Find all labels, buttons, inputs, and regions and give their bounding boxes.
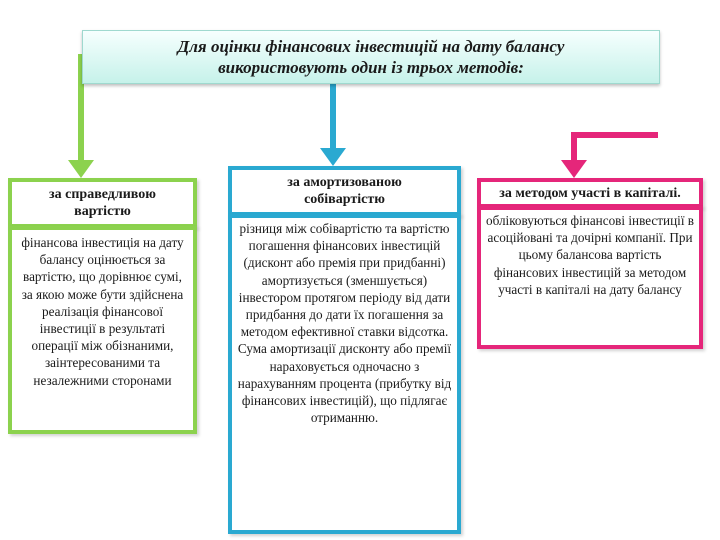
amortized-cost-heading-line1: за амортизованою [287, 175, 402, 190]
fair-value-description-box [8, 226, 197, 434]
arrowhead-blue [320, 148, 346, 166]
fair-value-description: фінансова інвестиція на дату балансу оцінюється за вартістю, що дорівнює сумі, за якою може бути здійснена реалізація фінансової інвестиції в результаті операції між обізнаними, заінтересованими та незалежними сторонами [21, 235, 184, 388]
equity-method-description: обліковуються фінансові інвестиції в асоційовані та дочірні компанії. При цьому балансова вартість фінансових інвестицій за методом участі в капіталі на дату балансу [485, 213, 695, 297]
amortized-cost-heading-box [228, 166, 461, 216]
title-line-1: Для оцінки фінансових інвестицій на дату балансу [177, 37, 565, 56]
equity-method-description-box [477, 206, 703, 349]
amortized-cost-description: різниця між собівартістю та вартістю погашення фінансових інвестицій (дисконт або премія при придбанні) амортизується (зменшується) інвестором протягом періоду від дати придбання до дати їх погашення за методом ефективної ставки відсотка. Сума амортизації дисконту або премії нараховується одночасно з нарахуванням процента (прибутку від фінансових інвестицій), що підлягає отриманню. [237, 221, 452, 426]
title-line-2: використовують один із трьох методів: [218, 58, 524, 77]
fair-value-heading-line2: вартістю [74, 204, 131, 219]
fair-value-heading-box [8, 178, 197, 228]
equity-method-heading-line1: за методом участі в капіталі. [499, 185, 681, 201]
title-box [82, 30, 660, 84]
arrowhead-green [68, 160, 94, 178]
amortized-cost-heading-line2: собівартістю [304, 192, 385, 207]
connector-pink [574, 135, 658, 163]
amortized-cost-description-box [228, 214, 461, 534]
equity-method-heading-box [477, 178, 703, 208]
fair-value-heading-line1: за справедливою [49, 187, 156, 202]
arrowhead-pink [561, 160, 587, 178]
